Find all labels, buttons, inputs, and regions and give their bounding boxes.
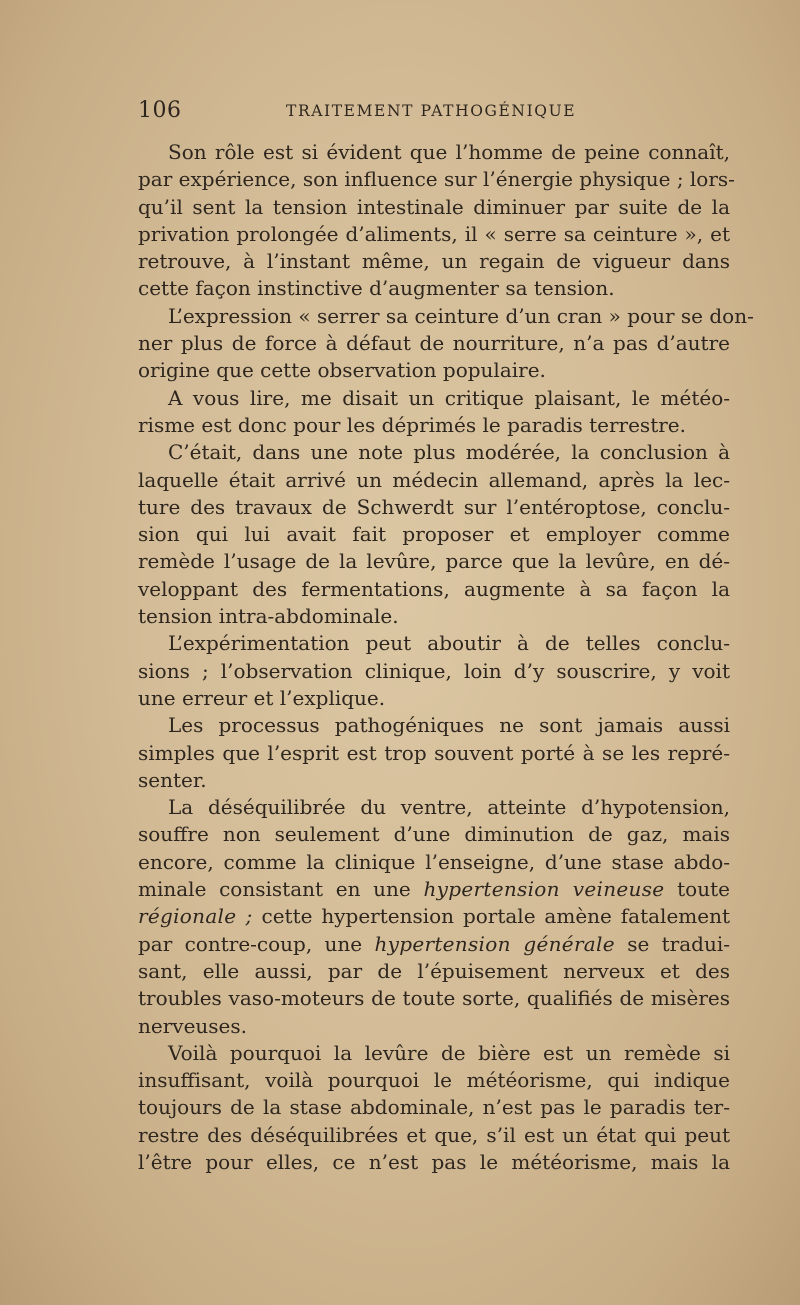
text-segment: La déséquilibrée du ventre, atteinte d’hypotension, — [168, 795, 730, 820]
text-line — [138, 1122, 730, 1149]
text-segment: Les processus pathogéniques ne sont jamais aussi — [168, 713, 730, 738]
text-segment: l’être pour elles, ce n’est pas le météorisme, mais la — [138, 1149, 730, 1174]
text-line — [138, 166, 735, 193]
text-segment: remède l’usage de la levûre, parce que la levûre, en dé- — [138, 549, 730, 574]
page-number: 106 — [138, 98, 182, 123]
text-segment: encore, comme la clinique l’enseigne, d’une stase abdo- — [138, 849, 730, 874]
text-line — [138, 821, 730, 848]
text-segment: qu’il sent la tension intestinale diminuer par suite de la — [138, 194, 730, 219]
text-segment: une erreur et l’explique. — [138, 685, 386, 710]
text-segment: par contre-coup, une — [138, 931, 375, 956]
text-line — [138, 439, 730, 466]
text-line — [138, 194, 730, 221]
text-line — [138, 548, 730, 575]
text-segment: risme est donc pour les déprimés le paradis terrestre. — [138, 412, 686, 437]
text-segment: laquelle était arrivé un médecin allemand, après la lec- — [138, 467, 730, 492]
text-segment: tension intra-abdominale. — [138, 604, 399, 629]
text-line — [138, 1067, 730, 1094]
italic-text: régionale ; — [138, 904, 253, 929]
text-segment: par expérience, son influence sur l’énergie physique ; lors- — [138, 167, 735, 192]
text-segment: sions ; l’observation clinique, loin d’y souscrire, y voit — [138, 658, 730, 683]
text-line — [138, 767, 730, 794]
text-segment: minale consistant en une — [138, 877, 424, 902]
text-line — [138, 275, 730, 302]
text-line — [138, 1094, 730, 1121]
text-segment: L’expression « serrer sa ceinture d’un cran » pour se don- — [168, 303, 754, 328]
text-segment: insuffisant, voilà pourquoi le météorisme, qui indique — [138, 1068, 730, 1093]
text-segment: toujours de la stase abdominale, n’est pas le paradis ter- — [138, 1095, 730, 1120]
text-line — [138, 903, 730, 930]
text-segment: Voilà pourquoi la levûre de bière est un remède si — [168, 1040, 730, 1065]
text-segment: retrouve, à l’instant même, un regain de vigueur dans — [138, 249, 730, 274]
text-segment: sant, elle aussi, par de l’épuisement nerveux et des — [138, 958, 730, 983]
text-line — [138, 849, 730, 876]
text-line — [138, 139, 730, 166]
text-line — [138, 603, 730, 630]
text-line — [138, 467, 730, 494]
text-segment: ture des travaux de Schwerdt sur l’entéroptose, conclu- — [138, 494, 730, 519]
text-line — [138, 221, 730, 248]
running-head: TRAITEMENT PATHOGÉNIQUE — [286, 102, 577, 120]
text-line — [138, 876, 730, 903]
italic-text: hypertension veineuse — [423, 877, 665, 902]
text-segment: senter. — [138, 767, 207, 792]
text-segment: toute — [664, 877, 730, 902]
text-line — [138, 1040, 730, 1067]
text-line — [138, 985, 730, 1012]
page-header — [138, 98, 728, 126]
text-line — [138, 794, 730, 821]
text-segment: se tradui- — [614, 931, 730, 956]
text-line — [138, 494, 730, 521]
text-segment: C’était, dans une note plus modérée, la conclusion à — [168, 440, 730, 465]
text-segment: souffre non seulement d’une diminution de gaz, mais — [138, 822, 730, 847]
text-line — [138, 1149, 730, 1176]
text-line — [138, 521, 730, 548]
text-segment: privation prolongée d’aliments, il « serre sa ceinture », et — [138, 221, 730, 246]
text-segment: restre des déséquilibrées et que, s’il est un état qui peut — [138, 1122, 730, 1147]
text-line — [138, 958, 730, 985]
text-line — [138, 330, 730, 357]
text-line — [138, 385, 730, 412]
italic-text: hypertension générale — [374, 931, 615, 956]
text-line — [138, 248, 730, 275]
text-line — [138, 576, 730, 603]
text-line — [138, 685, 730, 712]
text-line — [138, 740, 730, 767]
text-segment: Son rôle est si évident que l’homme de peine connaît, — [168, 140, 730, 164]
text-segment: sion qui lui avait fait proposer et employer comme — [138, 522, 730, 547]
text-line — [138, 630, 730, 657]
text-segment: cette façon instinctive d’augmenter sa tension. — [138, 276, 615, 301]
body-text — [138, 139, 754, 1176]
text-segment: simples que l’esprit est trop souvent porté à se les repré- — [138, 740, 730, 765]
text-segment: nerveuses. — [138, 1013, 248, 1038]
text-segment: veloppant des fermentations, augmente à sa façon la — [138, 576, 730, 601]
text-segment: A vous lire, me disait un critique plaisant, le météo- — [168, 385, 730, 410]
text-segment: L’expérimentation peut aboutir à de telles conclu- — [168, 631, 730, 656]
text-line — [138, 658, 730, 685]
text-segment: ner plus de force à défaut de nourriture, n’a pas d’autre — [138, 331, 730, 356]
text-segment: troubles vaso-moteurs de toute sorte, qualifiés de misères — [138, 986, 730, 1011]
text-line — [138, 931, 730, 958]
text-line — [138, 412, 730, 439]
text-line — [138, 1013, 730, 1040]
text-segment: origine que cette observation populaire. — [138, 358, 546, 383]
text-line — [138, 303, 754, 330]
text-segment: cette hypertension portale amène fatalement — [252, 904, 730, 929]
text-line — [138, 357, 730, 384]
text-line — [138, 712, 730, 739]
